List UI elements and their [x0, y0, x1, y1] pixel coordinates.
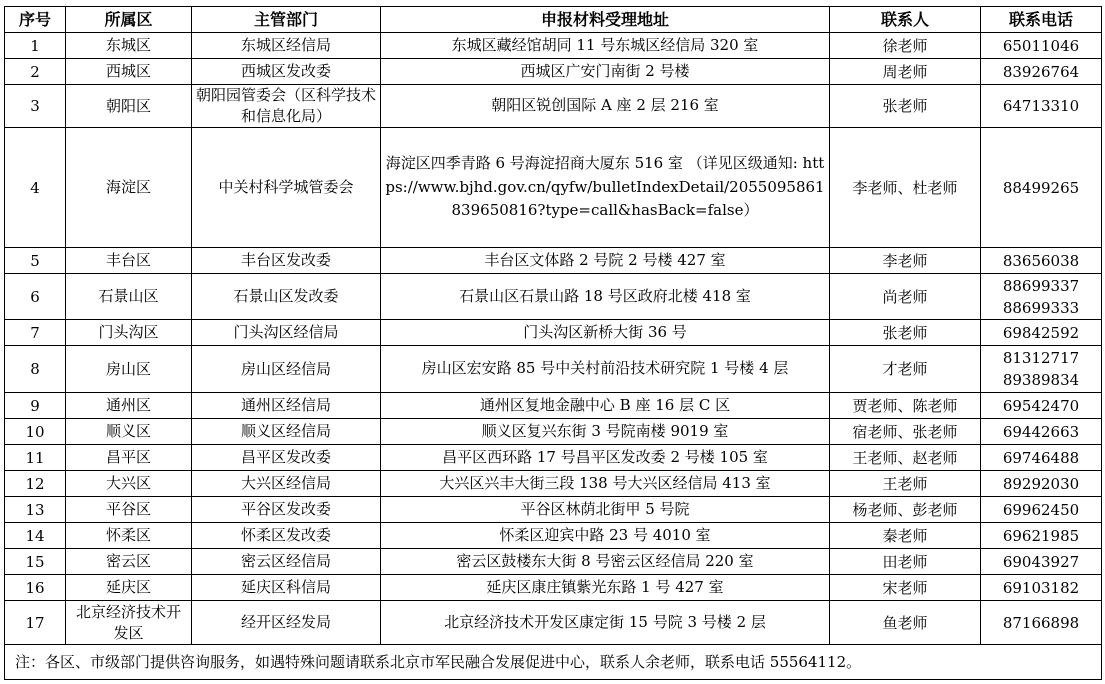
cell-contact: 鱼老师: [830, 601, 981, 645]
cell-index: 16: [5, 575, 66, 601]
cell-contact: 李老师、杜老师: [830, 128, 981, 248]
cell-department: 延庆区科信局: [192, 575, 381, 601]
cell-department: 经开区经发局: [192, 601, 381, 645]
cell-address: 西城区广安门南街 2 号楼: [381, 59, 830, 85]
cell-index: 11: [5, 445, 66, 471]
cell-district: 密云区: [66, 549, 192, 575]
cell-address: 昌平区西环路 17 号昌平区发改委 2 号楼 105 室: [381, 445, 830, 471]
table-row: [5, 575, 1102, 601]
cell-phone: [981, 59, 1102, 85]
cell-index: 2: [5, 59, 66, 85]
cell-phone: [981, 445, 1102, 471]
cell-contact: 周老师: [830, 59, 981, 85]
cell-address: 门头沟区新桥大街 36 号: [381, 320, 830, 346]
cell-index: 5: [5, 248, 66, 274]
cell-district: 石景山区: [66, 274, 192, 320]
cell-address: 怀柔区迎宾中路 23 号 4010 室: [381, 523, 830, 549]
cell-department: 门头沟区经信局: [192, 320, 381, 346]
cell-department: 西城区发改委: [192, 59, 381, 85]
cell-contact: 尚老师: [830, 274, 981, 320]
cell-phone: [981, 601, 1102, 645]
cell-index: 7: [5, 320, 66, 346]
cell-phone: [981, 549, 1102, 575]
cell-phone: [981, 33, 1102, 59]
cell-address: 大兴区兴丰大街三段 138 号大兴区经信局 413 室: [381, 471, 830, 497]
phone-number-secondary: 89389834: [1002, 371, 1080, 389]
cell-index: 10: [5, 419, 66, 445]
cell-phone: [981, 85, 1102, 128]
cell-district: 通州区: [66, 393, 192, 419]
table-row: [5, 33, 1102, 59]
cell-district: 海淀区: [66, 128, 192, 248]
cell-phone: [981, 248, 1102, 274]
cell-index: 1: [5, 33, 66, 59]
cell-district: 怀柔区: [66, 523, 192, 549]
cell-phone: [981, 274, 1102, 320]
table-row: [5, 248, 1102, 274]
cell-address: 北京经济技术开发区康定街 15 号院 3 号楼 2 层: [381, 601, 830, 645]
cell-index: 6: [5, 274, 66, 320]
cell-department: 通州区经信局: [192, 393, 381, 419]
phone-number: 64713310: [1002, 97, 1080, 115]
cell-district: 顺义区: [66, 419, 192, 445]
cell-address: 平谷区林荫北街甲 5 号院: [381, 497, 830, 523]
phone-number: 88699337: [1002, 276, 1080, 295]
header-phone: 联系电话: [981, 7, 1102, 33]
cell-phone: [981, 346, 1102, 393]
cell-district: 房山区: [66, 346, 192, 393]
phone-number: 83926764: [1002, 62, 1080, 81]
cell-contact: 贾老师、陈老师: [830, 393, 981, 419]
cell-department: 朝阳园管委会（区科学技术和信息化局）: [192, 85, 381, 128]
cell-contact: 杨老师、彭老师: [830, 497, 981, 523]
table-row: [5, 346, 1102, 393]
cell-address: 海淀区四季青路 6 号海淀招商大厦东 516 室 （详见区级通知: https://www.bjhd.gov.cn/qyfw/bulletIndexDetail/2055095861839650816?type=call&hasBack=false）: [381, 128, 830, 248]
header-district: 所属区: [66, 7, 192, 33]
cell-phone: [981, 497, 1102, 523]
cell-address: 石景山区石景山路 18 号区政府北楼 418 室: [381, 274, 830, 320]
cell-address: 顺义区复兴东街 3 号院南楼 9019 室: [381, 419, 830, 445]
cell-contact: 田老师: [830, 549, 981, 575]
header-department: 主管部门: [192, 7, 381, 33]
cell-index: 8: [5, 346, 66, 393]
cell-district: 北京经济技术开发区: [66, 601, 192, 645]
cell-address: 朝阳区锐创国际 A 座 2 层 216 室: [381, 85, 830, 128]
phone-number: 81312717: [1002, 349, 1080, 367]
cell-contact: 李老师: [830, 248, 981, 274]
phone-number: 69442663: [1002, 422, 1080, 441]
cell-contact: 王老师: [830, 471, 981, 497]
cell-address: 房山区宏安路 85 号中关村前沿技术研究院 1 号楼 4 层: [381, 346, 830, 393]
cell-district: 东城区: [66, 33, 192, 59]
cell-department: 平谷区发改委: [192, 497, 381, 523]
cell-department: 东城区经信局: [192, 33, 381, 59]
cell-address: 东城区藏经馆胡同 11 号东城区经信局 320 室: [381, 33, 830, 59]
table-body: [5, 33, 1102, 645]
table-row: [5, 445, 1102, 471]
table-row: [5, 85, 1102, 128]
cell-index: 3: [5, 85, 66, 128]
cell-department: 丰台区发改委: [192, 248, 381, 274]
contact-table: [4, 6, 1102, 680]
phone-number: 87166898: [1002, 613, 1080, 632]
cell-index: 17: [5, 601, 66, 645]
cell-department: 石景山区发改委: [192, 274, 381, 320]
phone-number: 69962450: [1002, 500, 1080, 519]
table-row: [5, 419, 1102, 445]
cell-contact: 徐老师: [830, 33, 981, 59]
cell-department: 怀柔区发改委: [192, 523, 381, 549]
cell-phone: [981, 393, 1102, 419]
cell-department: 昌平区发改委: [192, 445, 381, 471]
header-index: 序号: [5, 7, 66, 33]
table-row: [5, 320, 1102, 346]
phone-number: 69103182: [1002, 578, 1080, 597]
phone-number: 69621985: [1002, 526, 1080, 545]
cell-district: 西城区: [66, 59, 192, 85]
cell-index: 12: [5, 471, 66, 497]
phone-number: 69842592: [1002, 323, 1080, 342]
cell-phone: [981, 575, 1102, 601]
cell-district: 平谷区: [66, 497, 192, 523]
phone-number: 83656038: [1002, 251, 1080, 270]
table-row: [5, 59, 1102, 85]
phone-number: 88499265: [1002, 178, 1080, 197]
cell-index: 14: [5, 523, 66, 549]
cell-index: 4: [5, 128, 66, 248]
cell-index: 9: [5, 393, 66, 419]
cell-department: 顺义区经信局: [192, 419, 381, 445]
cell-phone: [981, 523, 1102, 549]
cell-district: 延庆区: [66, 575, 192, 601]
footnote: 注：各区、市级部门提供咨询服务，如遇特殊问题请联系北京市军民融合发展促进中心，联系人余老师，联系电话 55564112。: [5, 645, 1102, 680]
cell-contact: 宿老师、张老师: [830, 419, 981, 445]
cell-contact: 宋老师: [830, 575, 981, 601]
table-row: [5, 549, 1102, 575]
cell-contact: 王老师、赵老师: [830, 445, 981, 471]
cell-department: 大兴区经信局: [192, 471, 381, 497]
cell-contact: 秦老师: [830, 523, 981, 549]
cell-phone: [981, 471, 1102, 497]
table-row: [5, 128, 1102, 248]
cell-phone: [981, 320, 1102, 346]
table-row: [5, 523, 1102, 549]
phone-number: 89292030: [1002, 474, 1080, 493]
cell-address: 通州区复地金融中心 B 座 16 层 C 区: [381, 393, 830, 419]
phone-number: 65011046: [1002, 36, 1080, 55]
cell-department: 房山区经信局: [192, 346, 381, 393]
cell-district: 朝阳区: [66, 85, 192, 128]
phone-number: 69043927: [1002, 552, 1080, 571]
cell-contact: 张老师: [830, 320, 981, 346]
header-address: 申报材料受理地址: [381, 7, 830, 33]
cell-index: 15: [5, 549, 66, 575]
cell-contact: 才老师: [830, 346, 981, 393]
table-row: [5, 471, 1102, 497]
note-row: [5, 645, 1102, 680]
cell-address: 密云区鼓楼东大街 8 号密云区经信局 220 室: [381, 549, 830, 575]
phone-number-secondary: 88699333: [1002, 298, 1080, 317]
cell-district: 大兴区: [66, 471, 192, 497]
cell-index: 13: [5, 497, 66, 523]
cell-district: 昌平区: [66, 445, 192, 471]
table-row: [5, 601, 1102, 645]
cell-address: 丰台区文体路 2 号院 2 号楼 427 室: [381, 248, 830, 274]
cell-address: 延庆区康庄镇紫光东路 1 号 427 室: [381, 575, 830, 601]
cell-district: 丰台区: [66, 248, 192, 274]
cell-phone: [981, 128, 1102, 248]
header-contact: 联系人: [830, 7, 981, 33]
table-row: [5, 393, 1102, 419]
cell-phone: [981, 419, 1102, 445]
cell-department: 中关村科学城管委会: [192, 128, 381, 248]
phone-number: 69542470: [1002, 396, 1080, 415]
cell-department: 密云区经信局: [192, 549, 381, 575]
table-row: [5, 497, 1102, 523]
phone-number: 69746488: [1002, 448, 1080, 467]
cell-district: 门头沟区: [66, 320, 192, 346]
header-row: [5, 7, 1102, 33]
cell-contact: 张老师: [830, 85, 981, 128]
table-row: [5, 274, 1102, 320]
